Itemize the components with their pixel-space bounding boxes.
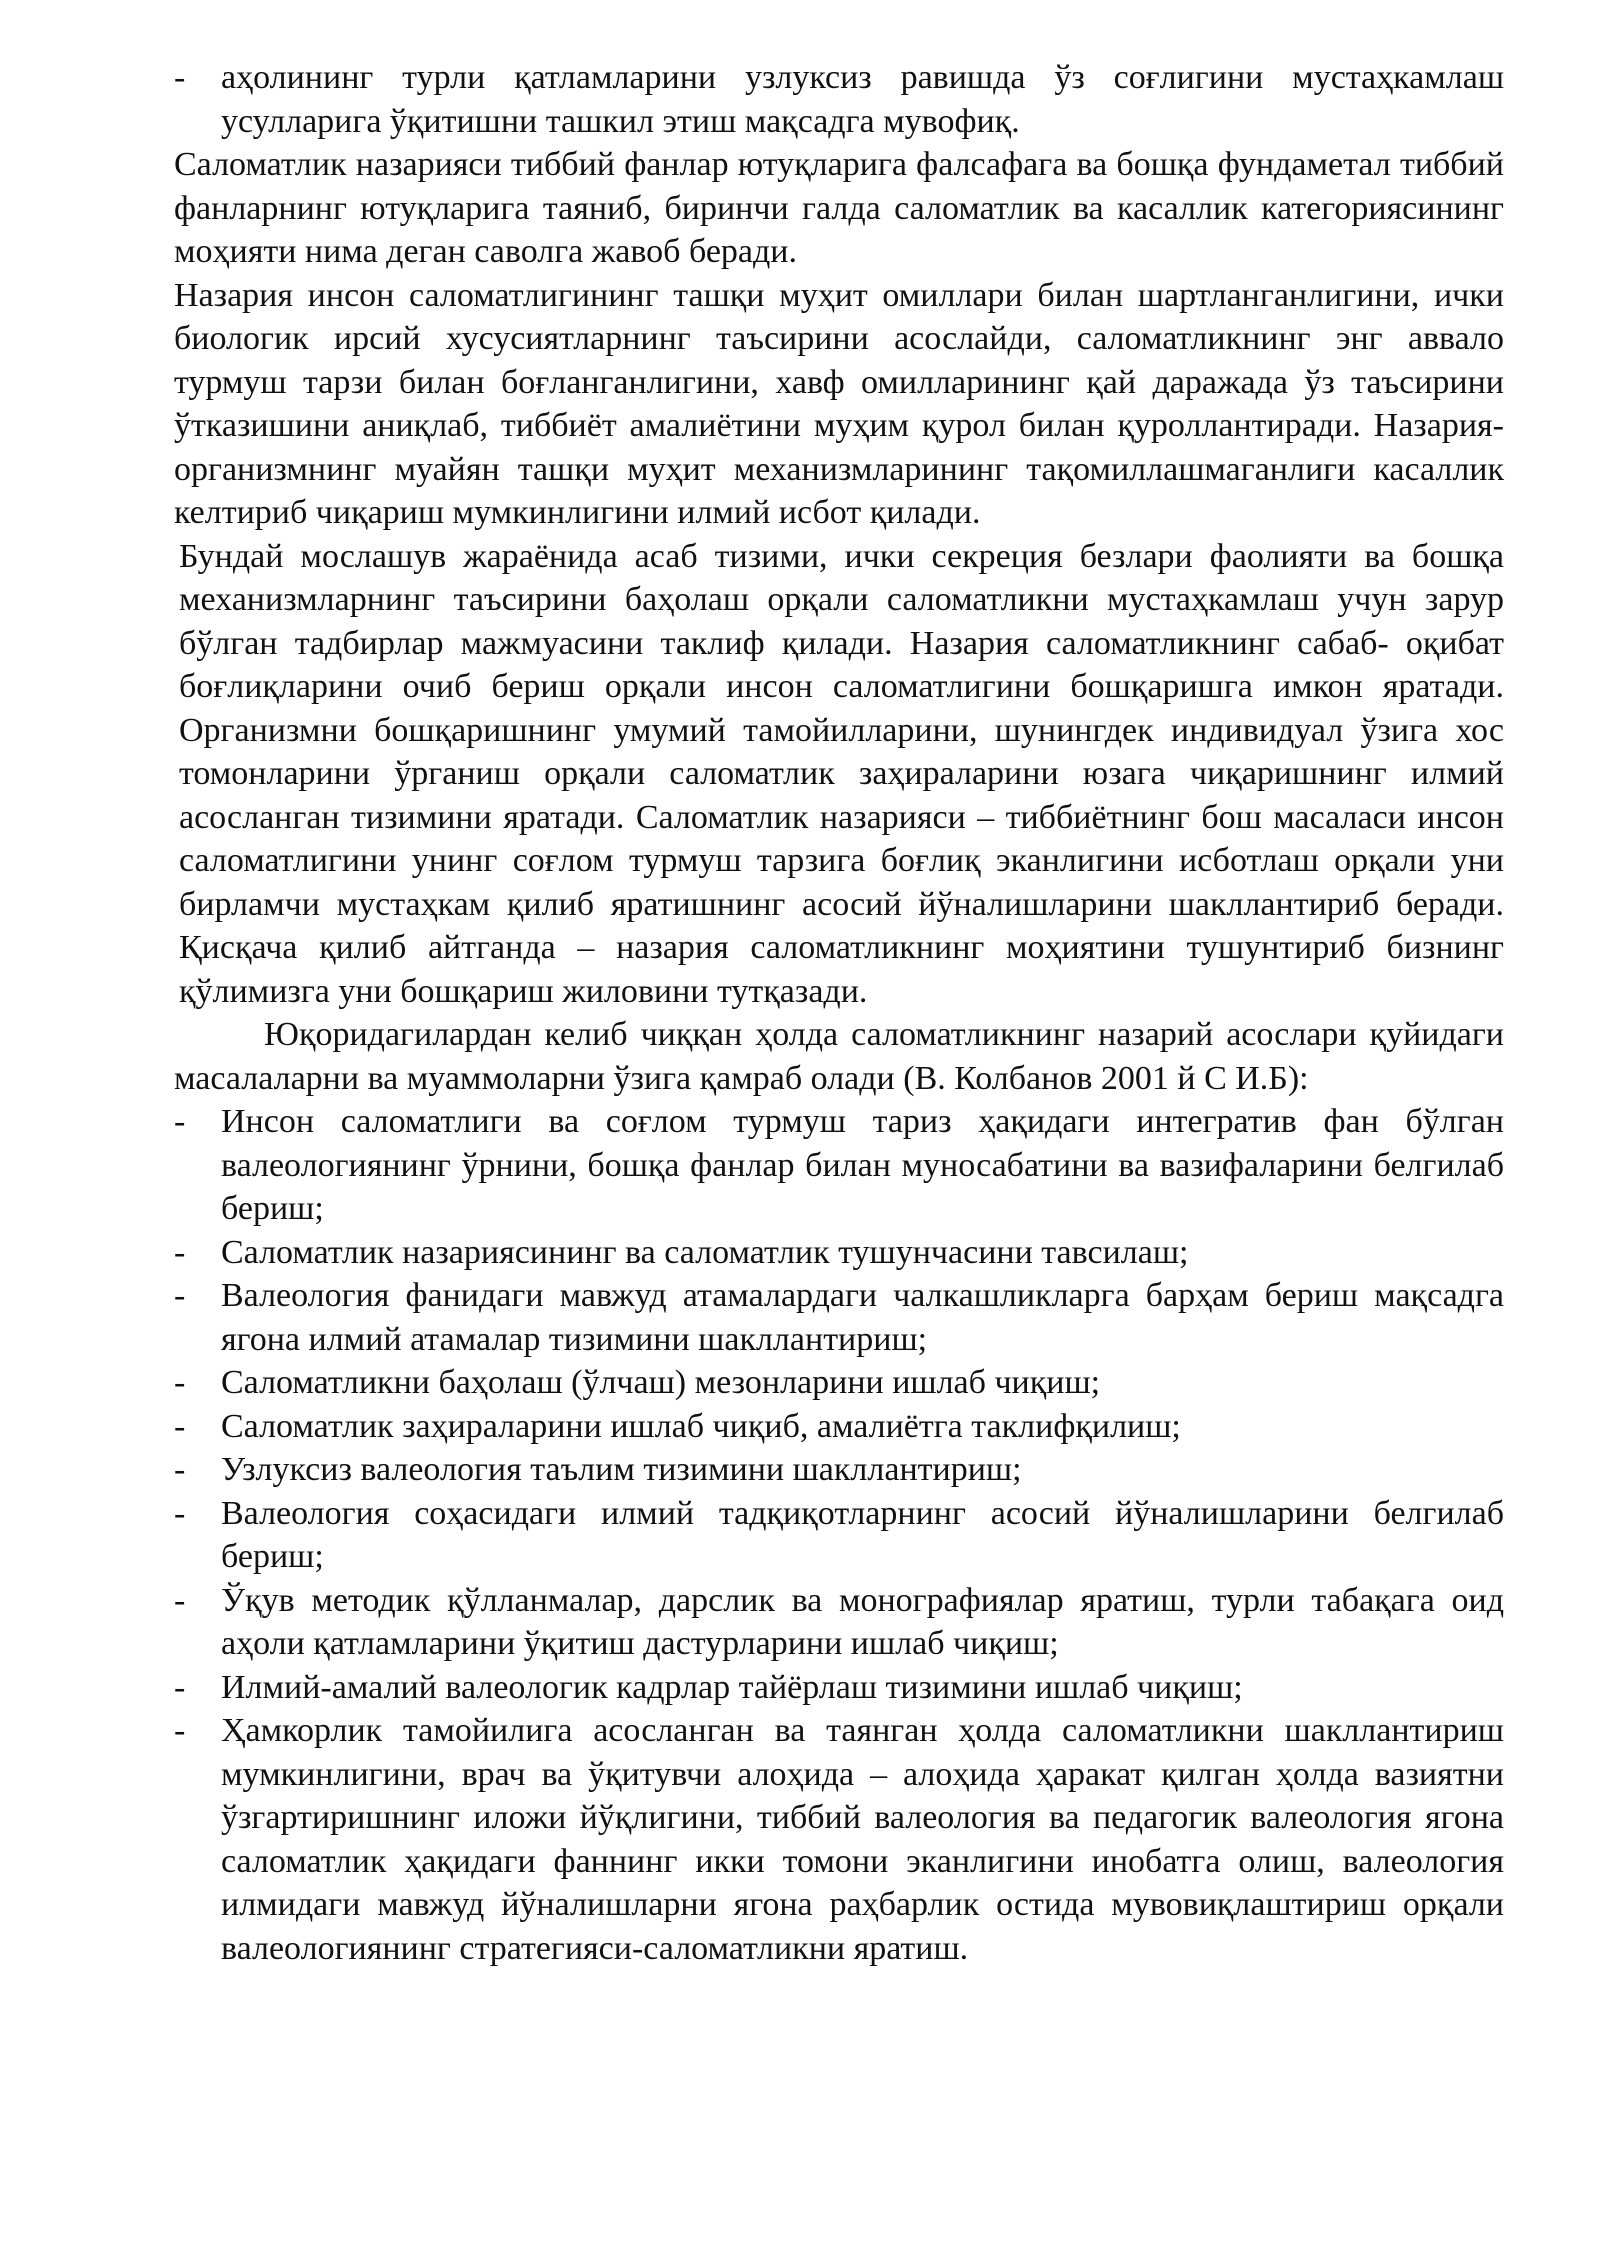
- list-item-text: аҳолининг турли қатламларини узлуксиз равишда ўз соғлигини мустаҳкамлаш усулларига ўқитишни ташкил этиш мақсадга мувофиқ.: [221, 59, 1504, 140]
- list-item: [174, 1579, 1504, 1666]
- list-item: [174, 1405, 1504, 1449]
- paragraph: Юқоридагилардан келиб чиққан ҳолда саломатликнинг назарий асослари қуйидаги масалаларни ва муаммоларни ўзига қамраб олади (В. Колбанов 2001 й С И.Б):: [174, 1016, 1504, 1097]
- list-item: [174, 1231, 1504, 1275]
- list-item: [174, 1100, 1504, 1231]
- list-item: [174, 56, 1504, 143]
- list-item-text: Валеология соҳасидаги илмий тадқиқотларнинг асосий йўналишларини белгилаб бериш;: [221, 1494, 1504, 1575]
- bullet-dash: -: [174, 1581, 186, 1619]
- list-item: [174, 1666, 1504, 1710]
- list-item: [174, 1492, 1504, 1579]
- bullet-dash: -: [174, 1277, 186, 1314]
- paragraph: Бундай мослашув жараёнида асаб тизими, ички секреция безлари фаолияти ва бошқа механизмларнинг таъсирини баҳолаш орқали саломатликни мустаҳкамлаш учун зарур бўлган тадбирлар мажмуасини таклиф қилади. Назария саломатликнинг сабаб- оқибат боғлиқларини очиб бериш орқали инсон саломатлигини бошқаришга имкон яратади. Организмни бошқаришнинг умумий тамойилларини, шунингдек индивидуал ўзига хос томонларини ўрганиш орқали саломатлик заҳираларини юзага чиқаришнинг илмий асосланган тизимини яратади. Саломатлик назарияси – тиббиётнинг бош масаласи инсон саломатлигини унинг соғлом турмуш тарзига боғлиқ эканлигини исботлаш орқали уни бирламчи мустаҳкам қилиб яратишнинг асосий йўналишларини шакллантириб беради. Қисқача қилиб айтганда – назария саломатликнинг моҳиятини тушунтириб бизнинг қўлимизга уни бошқариш жиловини тутқазади.: [179, 537, 1504, 1010]
- paragraph: Саломатлик назарияси тиббий фанлар ютуқларига фалсафага ва бошқа фундаметал тиббий фанларнинг ютуқларига таяниб, биринчи галда саломатлик ва касаллик категориясининг моҳияти нима деган саволга жавоб беради.: [174, 146, 1504, 270]
- list-item-text: Ҳамкорлик тамойилига асосланган ва таянган ҳолда саломатликни шакллантириш мумкинлигини, врач ва ўқитувчи алоҳида – алоҳида ҳаракат қилган ҳолда вазиятни ўзгартиришнинг иложи йўқлигини, тиббий валеология ва педагогик валеология ягона саломатлик ҳақидаги фаннинг икки томони эканлигини инобатга олиш, валеология илмидаги мавжуд йўналишларни ягона раҳбарлик остида мувовиқлаштириш орқали валеологиянинг стратегияси-саломатликни яратиш.: [221, 1712, 1504, 1967]
- document-page: [174, 56, 1504, 1970]
- list-item: [174, 1448, 1504, 1492]
- bullet-dash: -: [174, 1233, 186, 1271]
- list-item: [174, 1274, 1504, 1361]
- bullet-dash: -: [174, 1668, 186, 1706]
- list-item-text: Илмий-амалий валеологик кадрлар тайёрлаш тизимини ишлаб чиқиш;: [221, 1668, 1243, 1706]
- list-item-text: Саломатликни баҳолаш (ўлчаш) мезонларини ишлаб чиқиш;: [221, 1364, 1101, 1401]
- bullet-dash: -: [174, 1407, 186, 1445]
- bullet-dash: -: [174, 1364, 186, 1401]
- bullet-dash: -: [174, 1712, 186, 1749]
- list-item: [174, 1361, 1504, 1405]
- list-item-text: Инсон саломатлиги ва соғлом турмуш тариз ҳақидаги интегратив фан бўлган валеологиянинг ўрнини, бошқа фанлар билан муносабатини ва вазифаларини белгилаб бериш;: [221, 1103, 1504, 1227]
- list-item-text: Саломатлик заҳираларини ишлаб чиқиб, амалиётга таклифқилиш;: [221, 1407, 1181, 1445]
- list-item-text: Валеология фанидаги мавжуд атамалардаги чалкашликларга барҳам бериш мақсадга ягона илмий атамалар тизимини шакллантириш;: [221, 1277, 1504, 1358]
- bullet-dash: -: [174, 1451, 186, 1488]
- paragraph: Назария инсон саломатлигининг ташқи муҳит омиллари билан шартланганлигини, ички биологик ирсий хусусиятларнинг таъсирини асослайди, саломатликнинг энг аввало турмуш тарзи билан боғланганлигини, хавф омилларининг қай даражада ўз таъсирини ўтказишини аниқлаб, тиббиёт амалиётини муҳим қурол билан қуроллантиради. Назария- организмнинг муайян ташқи муҳит механизмларининг тақомиллашмаганлиги касаллик келтириб чиқариш мумкинлигини илмий исбот қилади.: [174, 276, 1504, 531]
- list-item-text: Ўқув методик қўлланмалар, дарслик ва монографиялар яратиш, турли табақага оид аҳоли қатламларини ўқитиш дастурларини ишлаб чиқиш;: [221, 1581, 1504, 1662]
- list-item-text: Узлуксиз валеология таълим тизимини шакллантириш;: [221, 1451, 1022, 1488]
- bullet-dash: -: [174, 59, 186, 96]
- bullet-dash: -: [174, 1103, 186, 1140]
- bullet-dash: -: [174, 1494, 186, 1532]
- list-item-text: Саломатлик назариясининг ва саломатлик тушунчасини тавсилаш;: [221, 1233, 1189, 1271]
- list-item: [174, 1709, 1504, 1970]
